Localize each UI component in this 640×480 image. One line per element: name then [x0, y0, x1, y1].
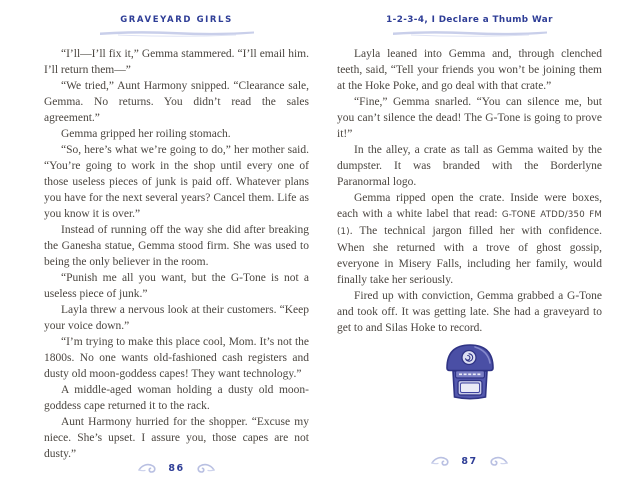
paragraph: Gemma gripped her roiling stomach.: [61, 128, 231, 140]
paragraph: Layla leaned into Gemma and, through clenched teeth, said, “Tell your friends you won’t be joining them at the Hoke Poke, and go deal with that crate.”: [337, 48, 602, 92]
paragraph: “We tried,” Aunt Harmony snipped. “Clearance sale, Gemma. No returns. You didn’t read the sales agreement.”: [44, 80, 309, 124]
chapter-title: 1-2-3-4, I Declare a Thumb War: [386, 15, 553, 25]
flourish-ornament-icon: [195, 462, 215, 474]
flourish-ornament-icon: [138, 462, 158, 474]
paragraph: “So, here’s what we’re going to do,” her mother said. “You’re going to work in the shop until every one of those useless pieces of junk is paid off. Whatever plans you have for the next several years? Cancel them. Life as you know it is over.”: [44, 144, 309, 220]
left-body-text: [44, 46, 309, 462]
right-page-footer: [337, 455, 602, 480]
paragraph: “Punish me all you want, but the G-Tone is not a useless piece of junk.”: [44, 272, 309, 300]
page-number: 87: [461, 455, 478, 467]
paragraph: [337, 190, 602, 288]
illustration-container: [337, 341, 602, 408]
flourish-ornament-icon: [488, 455, 508, 467]
right-body-text: [337, 46, 602, 336]
paragraph-text: . The technical jargon filled her with confidence. When she returned with a trove of ghost gossip, everyone in Misery Falls, including her family, would finally take her seriously.: [337, 225, 602, 286]
paragraph: “I’ll—I’ll fix it,” Gemma stammered. “I’ll email him. I’ll return them—”: [44, 48, 309, 76]
paragraph: Fired up with conviction, Gemma grabbed a G-Tone and took off. It was getting late. She had a graveyard to get to and Silas Hoke to record.: [337, 290, 602, 334]
right-running-head: [337, 15, 602, 38]
header-swash-ornament-icon: [98, 29, 256, 38]
paragraph: “I’m trying to make this place cool, Mom. It’s not the 1800s. No one wants old-fashioned cash registers and dusty old moon-goddess capes! They want technology.”: [44, 336, 309, 380]
right-page: [337, 0, 602, 480]
flourish-ornament-icon: [431, 455, 451, 467]
paragraph: “Fine,” Gemma snarled. “You can silence me, but you can’t silence the dead! The G-Tone is going to prove it!”: [337, 96, 602, 140]
paragraph: A middle-aged woman holding a dusty old moon-goddess cape returned it to the rack.: [44, 384, 309, 412]
left-page: [44, 0, 309, 480]
left-running-head: [44, 15, 309, 38]
page-number: 86: [168, 462, 185, 474]
product-label-text: G-TONE ATDD/350 FM (1): [337, 210, 602, 237]
paragraph-text: Gemma ripped open the crate. Inside were boxes, each with a white label that read:: [337, 192, 602, 220]
series-title: GRAVEYARD GIRLS: [120, 15, 233, 25]
left-page-footer: [44, 462, 309, 480]
paragraph: In the alley, a crate as tall as Gemma waited by the dumpster. It was branded with the Borderlyne Paranormal logo.: [337, 144, 602, 188]
paragraph: Instead of running off the way she did after breaking the Ganesha statue, Gemma stood firm. She was used to being the only believer in the room.: [44, 224, 309, 268]
paragraph: Aunt Harmony hurried for the shopper. “Excuse my niece. She’s upset. I assure you, those capes are not dusty.”: [44, 416, 309, 460]
g-tone-radio-illustration: [442, 341, 498, 403]
paragraph: Layla threw a nervous look at their customers. “Keep your voice down.”: [44, 304, 309, 332]
header-swash-ornament-icon: [391, 29, 549, 38]
